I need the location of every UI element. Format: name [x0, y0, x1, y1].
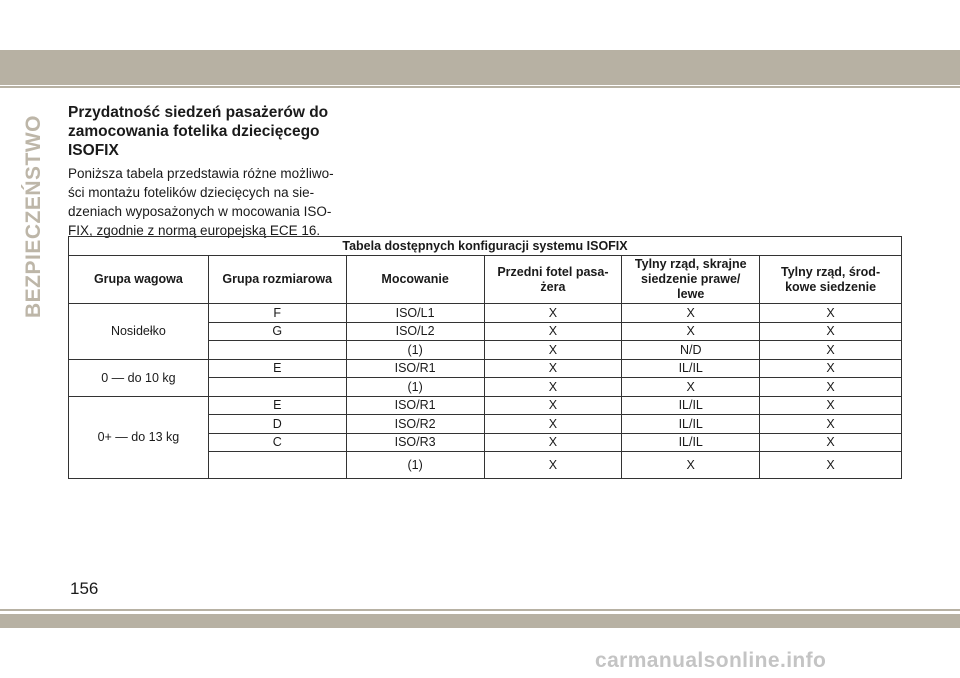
- mount-cell: (1): [346, 341, 484, 360]
- outer-cell: X: [622, 378, 760, 397]
- intro-line: ści montażu fotelików dziecięcych na sie-: [68, 185, 315, 200]
- bottom-divider: [0, 609, 960, 611]
- header-line: siedzenie prawe/: [641, 272, 741, 286]
- size-cell: D: [208, 415, 346, 434]
- header-line: kowe siedzenie: [785, 279, 877, 294]
- mount-cell: ISO/L1: [346, 304, 484, 323]
- weight-group-cell: Nosidełko: [69, 304, 209, 360]
- center-cell: X: [760, 359, 902, 378]
- outer-cell: X: [622, 452, 760, 479]
- center-cell: X: [760, 341, 902, 360]
- mount-cell: (1): [346, 378, 484, 397]
- center-cell: X: [760, 396, 902, 415]
- table-row: [69, 304, 902, 323]
- isofix-table: [68, 236, 902, 479]
- top-divider: [0, 86, 960, 88]
- front-cell: X: [484, 304, 622, 323]
- header-line: żera: [540, 279, 566, 294]
- mount-cell: ISO/R1: [346, 359, 484, 378]
- center-cell: X: [760, 378, 902, 397]
- center-cell: X: [760, 433, 902, 452]
- outer-cell: X: [622, 322, 760, 341]
- header-line: Tylny rząd, środ-: [781, 264, 881, 279]
- size-cell: G: [208, 322, 346, 341]
- size-cell: E: [208, 359, 346, 378]
- outer-cell: X: [622, 304, 760, 323]
- top-decorative-band: [0, 50, 960, 85]
- center-cell: X: [760, 452, 902, 479]
- weight-group-cell: 0 — do 10 kg: [69, 359, 209, 396]
- front-cell: X: [484, 359, 622, 378]
- header-rear-outer: [622, 256, 760, 304]
- front-cell: X: [484, 341, 622, 360]
- header-rear-center: [760, 256, 902, 304]
- size-cell: [208, 378, 346, 397]
- size-cell: C: [208, 433, 346, 452]
- front-cell: X: [484, 433, 622, 452]
- outer-cell: IL/IL: [622, 415, 760, 434]
- header-size-group: Grupa rozmiarowa: [208, 256, 346, 304]
- intro-line: dzeniach wyposażonych w mocowania ISO-: [68, 204, 332, 219]
- outer-cell: IL/IL: [622, 396, 760, 415]
- center-cell: X: [760, 322, 902, 341]
- mount-cell: ISO/L2: [346, 322, 484, 341]
- size-cell: E: [208, 396, 346, 415]
- center-cell: X: [760, 304, 902, 323]
- page-number: 156: [70, 579, 99, 598]
- watermark: carmanualsonline.info: [595, 649, 827, 672]
- front-cell: X: [484, 415, 622, 434]
- front-cell: X: [484, 396, 622, 415]
- heading-line: zamocowania fotelika dziecięcego: [68, 123, 320, 140]
- intro-line: FIX, zgodnie z normą europejską ECE 16.: [68, 223, 321, 238]
- header-weight-group: Grupa wagowa: [69, 256, 209, 304]
- section-heading: [68, 103, 348, 160]
- weight-group-cell: 0+ — do 13 kg: [69, 396, 209, 479]
- header-mounting: Mocowanie: [346, 256, 484, 304]
- header-line: Tylny rząd, skrajne: [634, 257, 747, 271]
- table-row: [69, 359, 902, 378]
- header-line: lewe: [677, 287, 705, 301]
- mount-cell: (1): [346, 452, 484, 479]
- header-line: Przedni fotel pasa-: [497, 264, 609, 279]
- outer-cell: N/D: [622, 341, 760, 360]
- mount-cell: ISO/R1: [346, 396, 484, 415]
- mount-cell: ISO/R3: [346, 433, 484, 452]
- center-cell: X: [760, 415, 902, 434]
- intro-paragraph: [68, 164, 334, 240]
- intro-line: Poniższa tabela przedstawia różne możliwo-: [68, 166, 334, 181]
- section-side-label: BEZPIECZEŃSTWO: [22, 114, 45, 318]
- front-cell: X: [484, 378, 622, 397]
- front-cell: X: [484, 322, 622, 341]
- mount-cell: ISO/R2: [346, 415, 484, 434]
- front-cell: X: [484, 452, 622, 479]
- size-cell: [208, 452, 346, 479]
- outer-cell: IL/IL: [622, 433, 760, 452]
- size-cell: F: [208, 304, 346, 323]
- heading-line: Przydatność siedzeń pasażerów do: [68, 104, 329, 121]
- bottom-decorative-band: [0, 614, 960, 628]
- outer-cell: IL/IL: [622, 359, 760, 378]
- table-row: [69, 396, 902, 415]
- heading-line: ISOFIX: [68, 142, 119, 159]
- size-cell: [208, 341, 346, 360]
- table-caption: Tabela dostępnych konfiguracji systemu ISOFIX: [69, 237, 902, 256]
- header-front-passenger: [484, 256, 622, 304]
